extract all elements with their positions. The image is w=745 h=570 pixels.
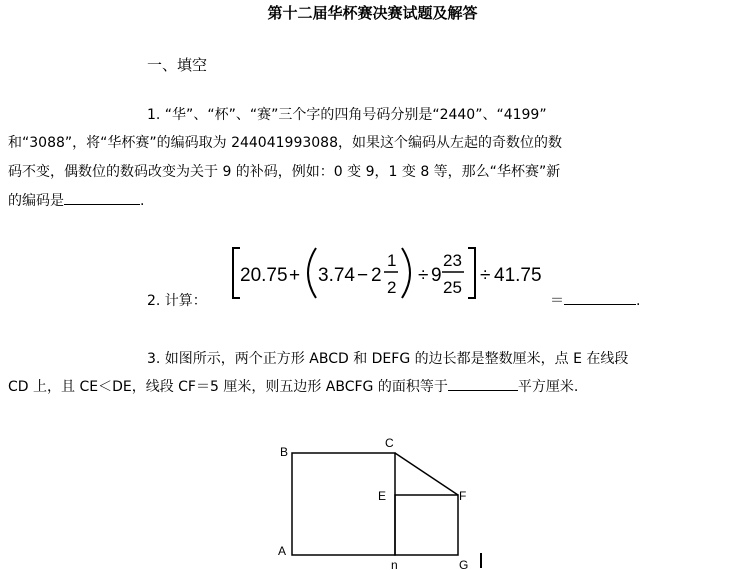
q1-line-4-prefix: 的编码是 <box>8 193 64 209</box>
label-b: B <box>280 445 289 459</box>
q2-whole-2: 9 <box>431 265 442 286</box>
label-a: A <box>278 544 287 558</box>
square-defg <box>395 495 458 555</box>
q2-equals: ＝ <box>550 293 564 309</box>
q2-div-2: ÷ <box>480 265 491 286</box>
q2-whole-1: 2 <box>371 265 382 286</box>
label-g: G <box>459 558 469 570</box>
square-abcd <box>292 453 395 555</box>
q2-term-a: 20.75 <box>240 265 288 286</box>
q2-plus: + <box>289 265 301 286</box>
page-title: 第十二届华杯赛决赛试题及解答 <box>267 4 478 22</box>
section-heading: 一、填空 <box>147 56 208 74</box>
q2-label: 2. 计算： <box>147 293 207 309</box>
q2-num-2: 23 <box>443 251 462 270</box>
q1-line-1: 1. “华”、“杯”、“赛”三个字的四角号码分别是“2440”、“4199” <box>147 107 547 123</box>
q2-term-c: 41.75 <box>494 265 542 286</box>
label-e: E <box>378 489 387 503</box>
q3-line-2-suffix: 平方厘米. <box>517 379 579 395</box>
q1-line-3: 码不变，偶数位的数码改变为关于 9 的补码，例如：0 变 9，1 变 8 等，那么“华杯赛”新 <box>8 164 561 180</box>
segment-cf <box>395 453 458 495</box>
q2-minus: − <box>357 265 369 286</box>
q2-suffix: . <box>636 293 641 309</box>
label-f: F <box>459 489 467 503</box>
q3-line-2-prefix: CD 上，且 CE＜DE，线段 CF＝5 厘米，则五边形 ABCFG 的面积等于 <box>8 379 448 395</box>
label-d: n <box>391 558 398 570</box>
q1-line-2: 和“3088”，将“华杯赛”的编码取为 244041993088，如果这个编码从左起的奇数位的数 <box>8 135 562 151</box>
q2-den-2: 25 <box>443 278 462 297</box>
q3-line-1: 3. 如图所示，两个正方形 ABCD 和 DEFG 的边长都是整数厘米，点 E 在线段 <box>147 351 629 367</box>
q1-line-4-suffix: . <box>140 193 145 209</box>
q2-num-1: 1 <box>387 251 397 270</box>
label-c: C <box>385 436 394 450</box>
q2-den-1: 2 <box>387 278 397 297</box>
q2-term-b: 3.74 <box>318 265 355 286</box>
q2-div-1: ÷ <box>418 265 429 286</box>
